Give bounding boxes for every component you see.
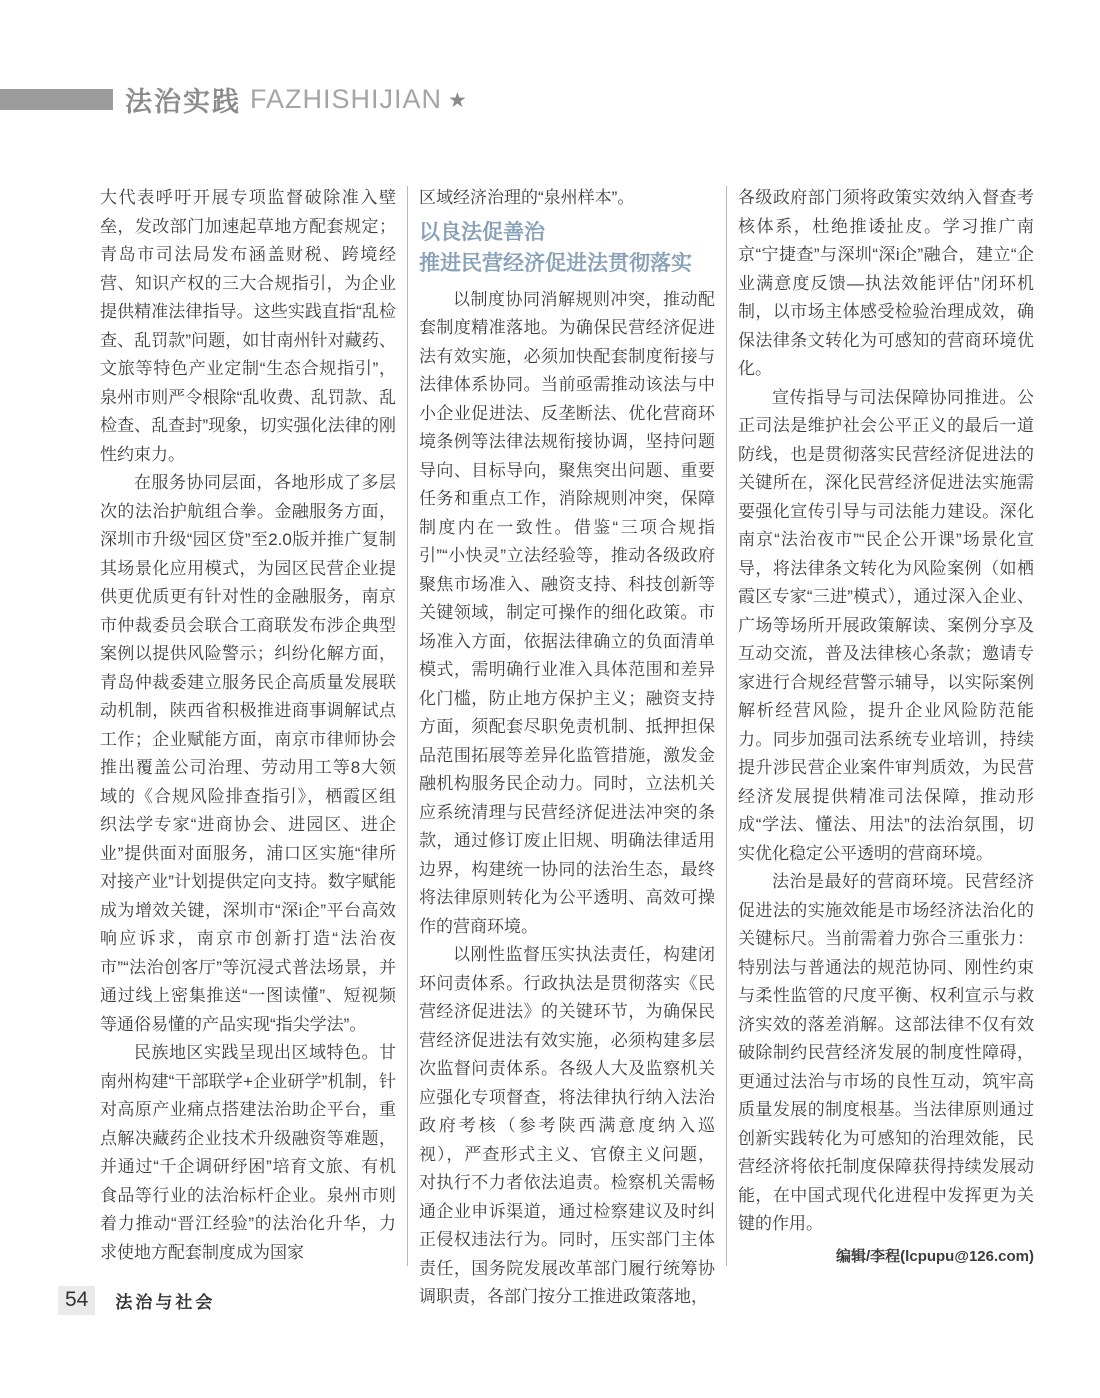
body-paragraph: 法治是最好的营商环境。民营经济促进法的实施效能是市场经济法治化的关键标尺。当前需着力弥合三重张力：特别法与普通法的规范协同、刚性约束与柔性监管的尺度平衡、权利宣示与救济实效的落差消解。这部法律不仅有效破除制约民营经济发展的制度性障碍，更通过法治与市场的良性互动，筑牢高质量发展的制度根基。当法律原则通过创新实践转化为可感知的治理效能，民营经济将依托制度保障获得持续发展动能，在中国式现代化进程中发挥更为关键的作用。 xyxy=(738,872,1034,1233)
subheading-line-1: 以良法促善治 xyxy=(419,220,545,244)
page-footer xyxy=(58,1286,215,1315)
body-paragraph: 以刚性监督压实执法责任，构建闭环问责体系。行政执法是贯彻落实《民营经济促进法》的关键环节，为确保民营经济促进法有效实施，必须构建多层次监督问责体系。各级人大及监察机关应强化专项督查，将法律执行纳入法治政府考核（参考陕西满意度纳入巡视），严查形式主义、官僚主义问题，对执行不力者依法追责。检察机关需畅通企业申诉渠道，通过检察建议及时纠正侵权违法行为。同时，压实部门主体责任，国务院发展改革部门履行统筹协调职责，各部门按分工推进政策落地， xyxy=(419,945,715,1306)
body-paragraph: 区域经济治理的“泉州样本”。 xyxy=(419,188,635,207)
body-paragraph: 各级政府部门须将政策实效纳入督查考核体系，杜绝推诿扯皮。学习推广南京“宁捷查”与深圳“深i企”融合，建立“企业满意度反馈—执法效能评估”闭环机制，以市场主体感受检验治理成效，确保法律条文转化为可感知的营商环境优化。 xyxy=(738,188,1034,378)
body-paragraph: 以制度协同消解规则冲突，推动配套制度精准落地。为确保民营经济促进法有效实施，必须加快配套制度衔接与法律体系协同。当前亟需推动该法与中小企业促进法、反垄断法、优化营商环境条例等法律法规衔接协调，坚持问题导向、目标导向，聚焦突出问题、重要任务和重点工作，消除规则冲突，保障制度内在一致性。借鉴“三项合规指引”“小快灵”立法经验等，推动各级政府聚焦市场准入、融资支持、科技创新等关键领域，制定可操作的细化政策。市场准入方面，依据法律确立的负面清单模式，需明确行业准入具体范围和差异化门槛，防止地方保护主义；融资支持方面，须配套尽职免责机制、抵押担保品范围拓展等差异化监管措施，激发金融机构服务民企动力。同时，立法机关应系统清理与民营经济促进法冲突的条款，通过修订废止旧规、明确法律适用边界，构建统一协同的法治生态，最终将法律原则转化为公平透明、高效可操作的营商环境。 xyxy=(419,289,715,936)
section-pinyin: FAZHISHIJIAN xyxy=(250,83,443,114)
masthead-title xyxy=(125,80,467,119)
column-3 xyxy=(738,184,1034,1312)
masthead xyxy=(0,83,467,117)
column-divider xyxy=(407,186,408,1266)
page-number: 54 xyxy=(58,1286,95,1315)
star-icon: ★ xyxy=(448,88,467,112)
editor-credit: 编辑/李程(lcpupu@126.com) xyxy=(836,1247,1034,1265)
column-divider xyxy=(726,186,727,1266)
body-paragraph: 大代表呼吁开展专项监督破除准入壁垒，发改部门加速起草地方配套规定；青岛市司法局发布涵盖财税、跨境经营、知识产权的三大合规指引，为企业提供精准法律指导。这些实践直指“乱检查、乱罚款”问题，如甘南州针对藏药、文旅等特色产业定制“生态合规指引”，泉州市则严令根除“乱收费、乱罚款、乱检查、乱查封”现象，切实强化法律的刚性约束力。 xyxy=(100,188,396,464)
masthead-bar xyxy=(0,89,113,110)
journal-name: 法治与社会 xyxy=(115,1293,216,1312)
column-2 xyxy=(419,184,715,1312)
subheading xyxy=(419,217,715,279)
section-name: 法治实践 xyxy=(125,86,241,117)
column-1 xyxy=(100,184,396,1312)
subheading-line-2: 推进民营经济促进法贯彻落实 xyxy=(419,251,692,275)
body-paragraph: 在服务协同层面，各地形成了多层次的法治护航组合拳。金融服务方面，深圳市升级“园区贷”至2.0版并推广复制其场景化应用模式，为园区民营企业提供更优质更有针对性的金融服务，南京市仲裁委员会联合工商联发布涉企典型案例以提供风险警示；纠纷化解方面，青岛仲裁委建立服务民企高质量发展联动机制，陕西省积极推进商事调解试点工作；企业赋能方面，南京市律师协会推出覆盖公司治理、劳动用工等8大领域的《合规风险排查指引》，栖霞区组织法学专家“进商协会、进园区、进企业”提供面对面服务，浦口区实施“律所对接产业”计划提供定向支持。数字赋能成为增效关键，深圳市“深i企”平台高效响应诉求，南京市创新打造“法治夜市”“法治创客厅”等沉浸式普法场景，并通过线上密集推送“一图读懂”、短视频等通俗易懂的产品实现“指尖学法”。 xyxy=(100,473,396,1034)
body-paragraph: 宣传指导与司法保障协同推进。公正司法是维护社会公平正义的最后一道防线，也是贯彻落实民营经济促进法的关键所在，深化民营经济促进法实施需要强化宣传引导与司法能力建设。深化南京“法治夜市”“民企公开课”场景化宣导，将法律条文转化为风险案例（如栖霞区专家“三进”模式），通过深入企业、广场等场所开展政策解读、案例分享及互动交流，普及法律核心条款；邀请专家进行合规经营警示辅导，以实际案例解析经营风险，提升企业风险防范能力。同步加强司法系统专业培训，持续提升涉民营企业案件审判质效，为民营经济发展提供精准司法保障，推动形成“学法、懂法、用法”的法治氛围，切实优化稳定公平透明的营商环境。 xyxy=(738,387,1034,863)
body-paragraph: 民族地区实践呈现出区域特色。甘南州构建“干部联学+企业研学”机制，针对高原产业痛点搭建法治助企平台，重点解决藏药企业技术升级融资等难题，并通过“千企调研纾困”培育文旅、有机食品等行业的法治标杆企业。泉州市则着力推动“晋江经验”的法治化升华，力求使地方配套制度成为国家 xyxy=(100,1043,396,1262)
article-columns xyxy=(100,184,1034,1312)
